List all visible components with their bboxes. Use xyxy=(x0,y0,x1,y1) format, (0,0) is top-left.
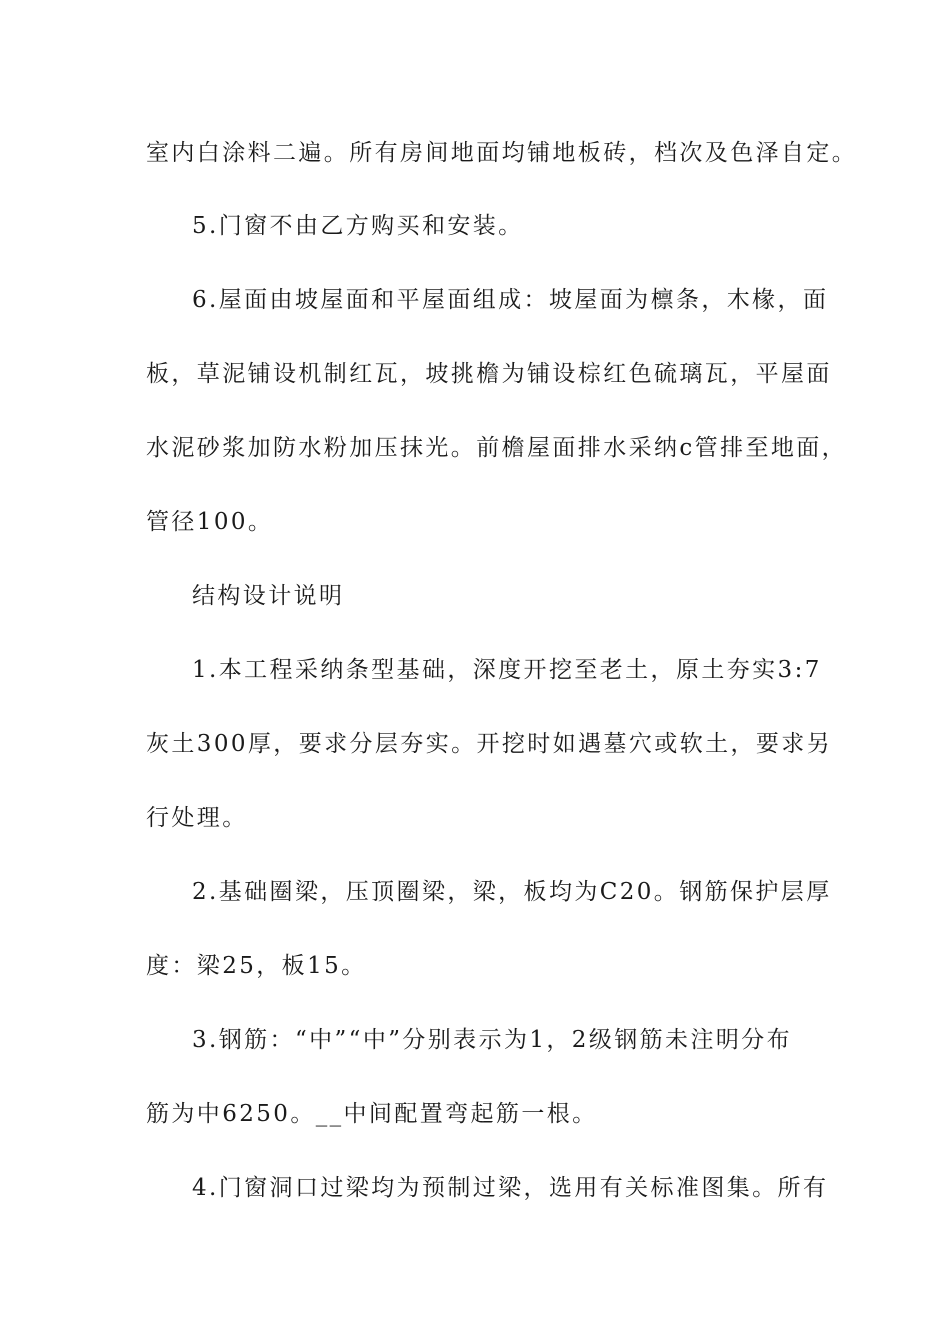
paragraph-line: 管径100。 xyxy=(146,509,274,535)
paragraph-line: 5.门窗不由乙方购买和安装。 xyxy=(192,213,524,239)
paragraph-line: 4.门窗洞口过梁均为预制过梁，选用有关标准图集。所有 xyxy=(192,1175,829,1201)
section-heading: 结构设计说明 xyxy=(192,583,345,609)
paragraph-line: 室内白涂料二遍。所有房间地面均铺地板砖，档次及色泽自定。 xyxy=(146,140,858,166)
paragraph-line: 水泥砂浆加防水粉加压抹光。前檐屋面排水采纳c管排至地面， xyxy=(146,435,848,461)
paragraph-line: 度：梁25，板15。 xyxy=(146,953,367,979)
paragraph-line: 1.本工程采纳条型基础，深度开挖至老土，原土夯实3:7 xyxy=(192,657,822,683)
paragraph-line: 灰土300厚，要求分层夯实。开挖时如遇墓穴或软土，要求另 xyxy=(146,731,833,757)
paragraph-line: 行处理。 xyxy=(146,805,248,831)
paragraph-line: 筋为中6250。__中间配置弯起筋一根。 xyxy=(146,1101,598,1127)
paragraph-line: 2.基础圈梁，压顶圈梁，梁，板均为C20。钢筋保护层厚 xyxy=(192,879,832,905)
paragraph-line: 6.屋面由坡屋面和平屋面组成：坡屋面为檩条，木椽，面 xyxy=(192,287,829,313)
paragraph-line: 板，草泥铺设机制红瓦，坡挑檐为铺设棕红色硫璃瓦，平屋面 xyxy=(146,361,832,387)
paragraph-line: 3.钢筋：“中”“中”分别表示为1，2级钢筋未注明分布 xyxy=(192,1027,793,1053)
